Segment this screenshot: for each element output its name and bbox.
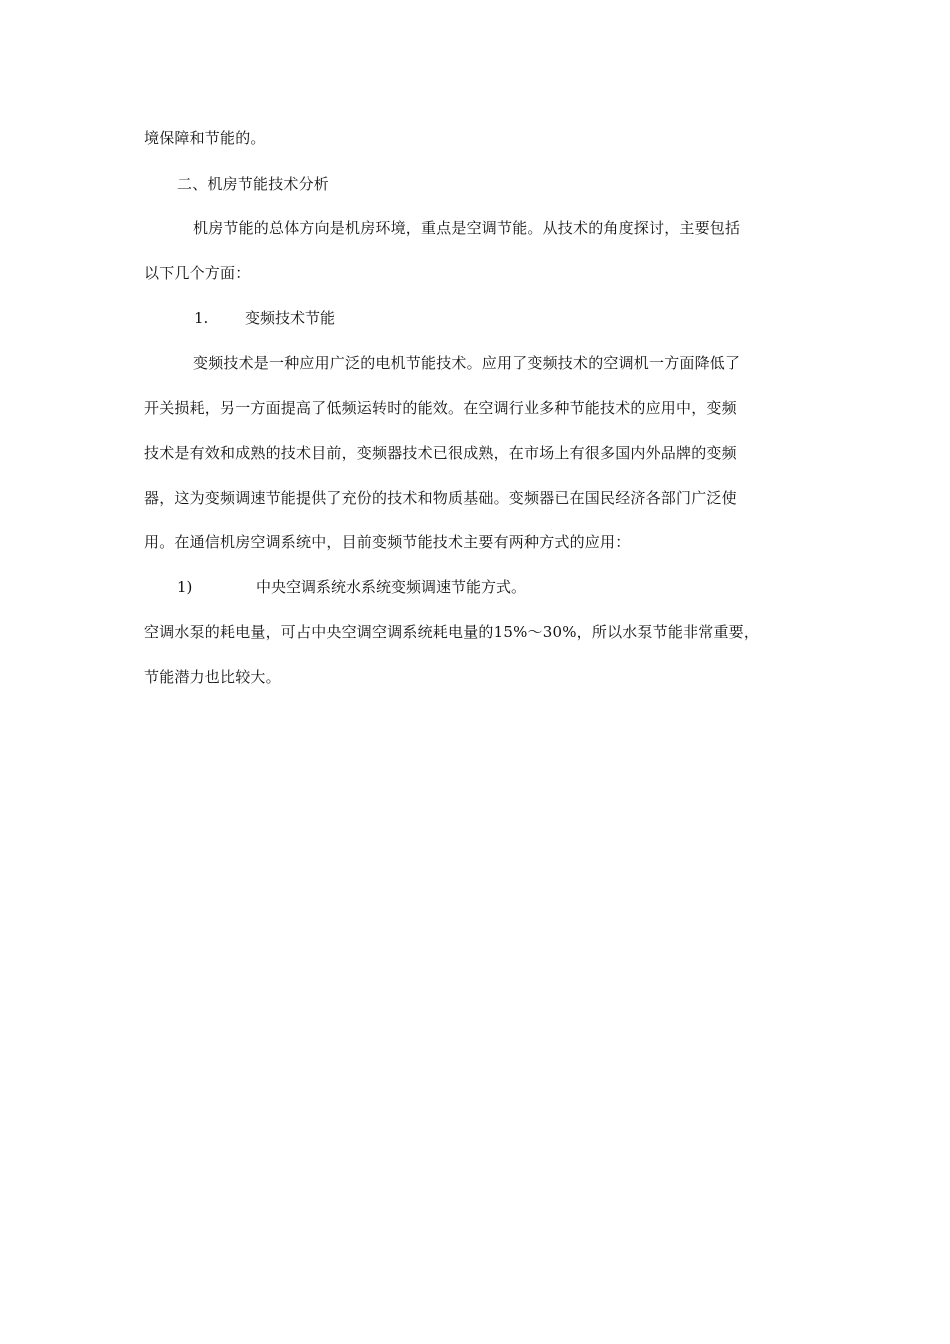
text-line-9: 用。在通信机房空调系统中，目前变频节能技术主要有两种方式的应用：	[144, 533, 631, 551]
text-line-10: 空调水泵的耗电量，可占中央空调空调系统耗电量的15%～30%，所以水泵节能非常重要，	[144, 623, 760, 641]
text-line-1: 境保障和节能的。	[144, 129, 266, 147]
text-line-4: 以下几个方面：	[144, 264, 251, 282]
text-line-8: 器，这为变频调速节能提供了充份的技术和物质基础。变频器已在国民经济各部门广泛使	[144, 489, 737, 507]
section-heading: 二、机房节能技术分析	[177, 175, 330, 193]
list-marker-2: 1)	[177, 578, 193, 596]
text-line-11: 节能潜力也比较大。	[144, 668, 281, 686]
text-line-5: 变频技术是一种应用广泛的电机节能技术。应用了变频技术的空调机一方面降低了	[193, 354, 741, 372]
text-line-3: 机房节能的总体方向是机房环境，重点是空调节能。从技术的角度探讨，主要包括	[193, 219, 741, 237]
list-marker-1: 1.	[194, 309, 209, 327]
text-line-6: 开关损耗，另一方面提高了低频运转时的能效。在空调行业多种节能技术的应用中，变频	[144, 399, 737, 417]
text-line-7: 技术是有效和成熟的技术目前，变频器技术已很成熟，在市场上有很多国内外品牌的变频	[144, 444, 737, 462]
list-item-1-text: 变频技术节能	[245, 309, 336, 327]
list-item-2-text: 中央空调系统水系统变频调速节能方式。	[256, 578, 527, 596]
